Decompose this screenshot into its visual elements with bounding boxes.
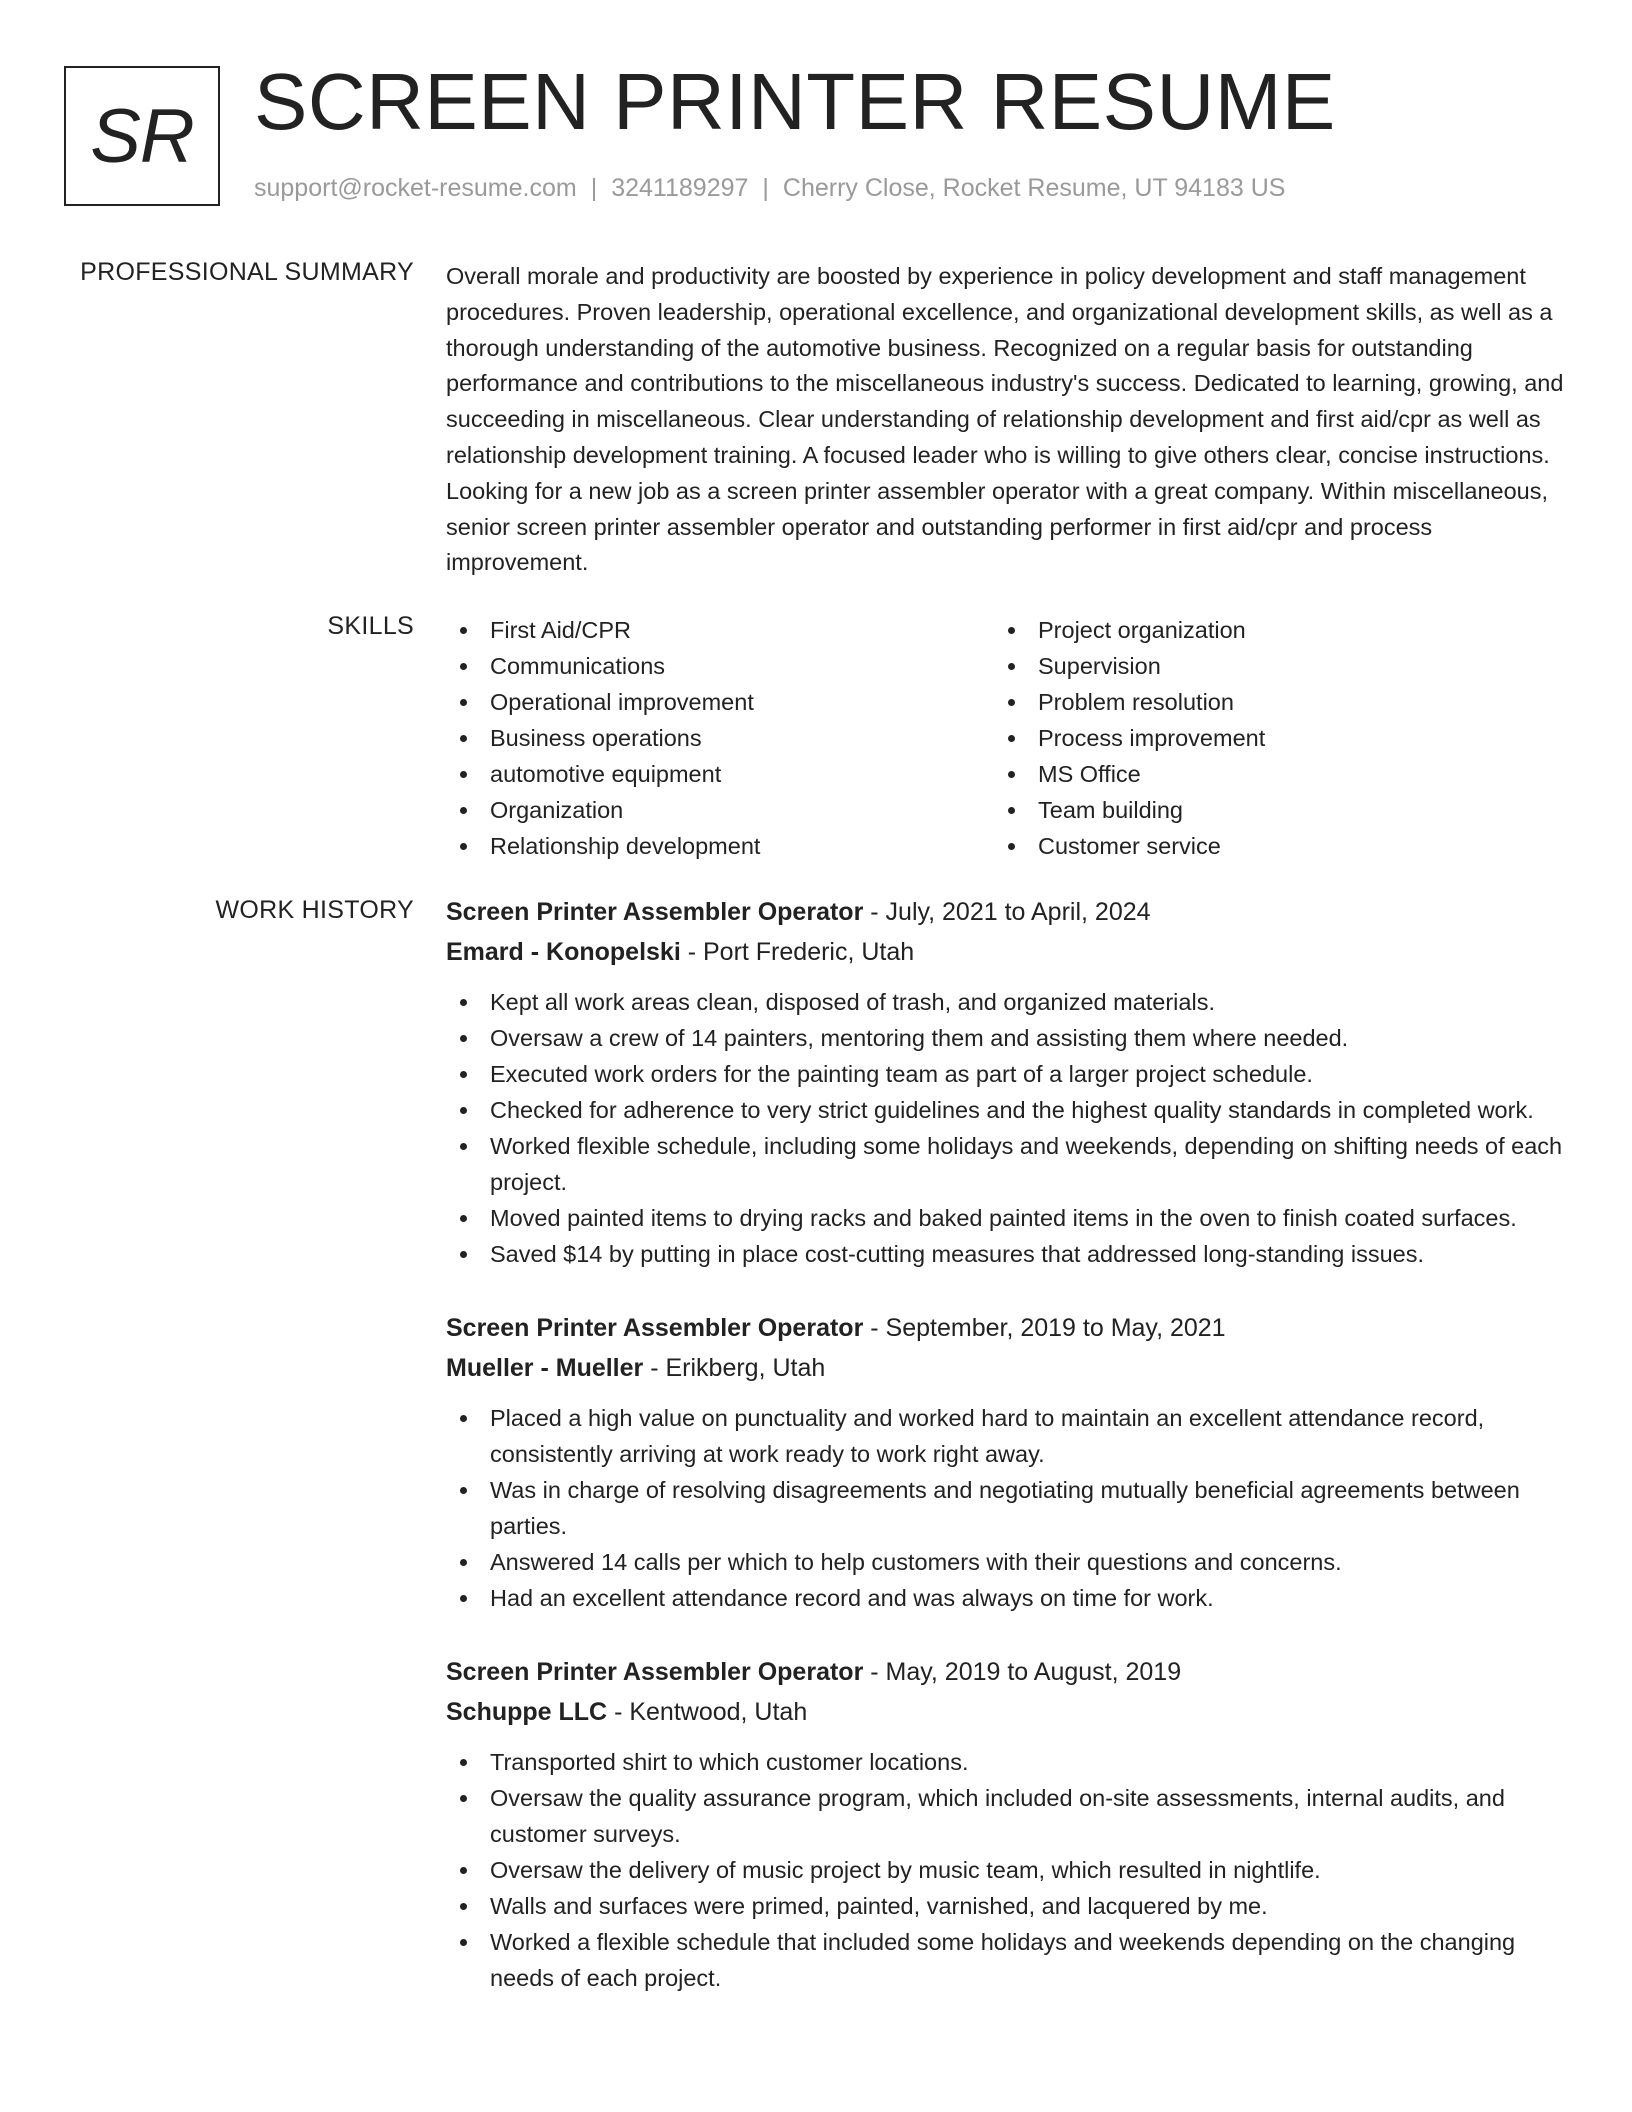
- job-bullets: [446, 1400, 1566, 1616]
- job-bullet: Oversaw the quality assurance program, which included on-site assessments, internal audits, and customer surveys.: [446, 1780, 1566, 1852]
- job-bullet: Oversaw the delivery of music project by music team, which resulted in nightlife.: [446, 1852, 1566, 1888]
- job-bullets: [446, 984, 1566, 1272]
- job-title: Screen Printer Assembler Operator: [446, 898, 864, 926]
- contact-separator: |: [762, 174, 769, 202]
- job-entry: [446, 1308, 1566, 1616]
- job-bullet: Oversaw a crew of 14 painters, mentoring them and assisting them where needed.: [446, 1020, 1566, 1056]
- job-bullet: Walls and surfaces were primed, painted, varnished, and lacquered by me.: [446, 1888, 1566, 1924]
- contact-email[interactable]: support@rocket-resume.com: [254, 174, 577, 202]
- job-title: Screen Printer Assembler Operator: [446, 1314, 864, 1342]
- job-dates: - September, 2019 to May, 2021: [870, 1314, 1226, 1342]
- skill-item: Customer service: [994, 828, 1542, 864]
- job-bullet: Was in charge of resolving disagreements and negotiating mutually beneficial agreements between parties.: [446, 1472, 1566, 1544]
- job-entry: [446, 1652, 1566, 1996]
- contact-separator: |: [590, 174, 598, 202]
- job-title: Screen Printer Assembler Operator: [446, 1658, 864, 1686]
- job-company-line: [446, 1692, 1566, 1732]
- work-history-heading: WORK HISTORY: [215, 896, 414, 924]
- job-title-line: [446, 1652, 1566, 1692]
- job-title-line: [446, 1308, 1566, 1348]
- skill-item: automotive equipment: [446, 756, 994, 792]
- job-bullet: Answered 14 calls per which to help customers with their questions and concerns.: [446, 1544, 1566, 1580]
- job-entry: [446, 892, 1566, 1272]
- contact-address: Cherry Close, Rocket Resume, UT 94183 US: [782, 174, 1286, 202]
- page-title: SCREEN PRINTER RESUME: [254, 57, 1336, 146]
- job-bullet: Worked flexible schedule, including some holidays and weekends, depending on shifting needs of each project.: [446, 1128, 1566, 1200]
- skills-list-right: [994, 612, 1542, 864]
- skill-item: Relationship development: [446, 828, 994, 864]
- skill-item: Process improvement: [994, 720, 1542, 756]
- job-company-line: [446, 932, 1566, 972]
- skills-list-left: [446, 612, 994, 864]
- skill-item: Communications: [446, 648, 994, 684]
- skill-item: MS Office: [994, 756, 1542, 792]
- job-bullet: Checked for adherence to very strict guidelines and the highest quality standards in completed work.: [446, 1092, 1566, 1128]
- summary-text: Overall morale and productivity are boosted by experience in policy development and staff management procedures. Proven leadership, operational excellence, and organizational development skills, as well as a thorough understanding of the automotive business. Recognized on a regular basis for outstanding performance and contributions to the miscellaneous industry's success. Dedicated to learning, growing, and succeeding in miscellaneous. Clear understanding of relationship development and first aid/cpr as well as relationship development training. A focused leader who is willing to give others clear, concise instructions. Looking for a new job as a screen printer assembler operator with a great company. Within miscellaneous, senior screen printer assembler operator and outstanding performer in first aid/cpr and process improvement.: [446, 263, 1564, 576]
- job-bullet: Had an excellent attendance record and was always on time for work.: [446, 1580, 1566, 1616]
- skills-heading: SKILLS: [327, 612, 414, 640]
- job-company: Emard - Konopelski: [446, 938, 681, 966]
- skill-item: Supervision: [994, 648, 1542, 684]
- contact-phone[interactable]: 3241189297: [611, 174, 749, 202]
- job-company: Schuppe LLC: [446, 1698, 608, 1726]
- summary-heading: PROFESSIONAL SUMMARY: [80, 258, 414, 286]
- skill-item: Problem resolution: [994, 684, 1542, 720]
- job-location: - Port Frederic, Utah: [687, 938, 915, 966]
- job-location: - Erikberg, Utah: [650, 1354, 826, 1382]
- job-bullet: Kept all work areas clean, disposed of trash, and organized materials.: [446, 984, 1566, 1020]
- skill-item: Organization: [446, 792, 994, 828]
- job-title-line: [446, 892, 1566, 932]
- job-bullet: Transported shirt to which customer locations.: [446, 1744, 1566, 1780]
- job-bullet: Moved painted items to drying racks and baked painted items in the oven to finish coated surfaces.: [446, 1200, 1566, 1236]
- skill-item: Project organization: [994, 612, 1542, 648]
- job-bullets: [446, 1744, 1566, 1996]
- skill-item: Team building: [994, 792, 1542, 828]
- contact-line: [254, 174, 1285, 203]
- job-bullet: Placed a high value on punctuality and worked hard to maintain an excellent attendance record, consistently arriving at work ready to work right away.: [446, 1400, 1566, 1472]
- job-dates: - May, 2019 to August, 2019: [870, 1658, 1182, 1686]
- skill-item: Operational improvement: [446, 684, 994, 720]
- job-dates: - July, 2021 to April, 2024: [870, 898, 1151, 926]
- job-bullet: Worked a flexible schedule that included some holidays and weekends depending on the changing needs of each project.: [446, 1924, 1566, 1996]
- skill-item: First Aid/CPR: [446, 612, 994, 648]
- job-bullet: Executed work orders for the painting team as part of a larger project schedule.: [446, 1056, 1566, 1092]
- monogram-logo: SR: [64, 66, 220, 206]
- job-location: - Kentwood, Utah: [614, 1698, 808, 1726]
- job-bullet: Saved $14 by putting in place cost-cutting measures that addressed long-standing issues.: [446, 1236, 1566, 1272]
- job-company: Mueller - Mueller: [446, 1354, 644, 1382]
- skill-item: Business operations: [446, 720, 994, 756]
- job-company-line: [446, 1348, 1566, 1388]
